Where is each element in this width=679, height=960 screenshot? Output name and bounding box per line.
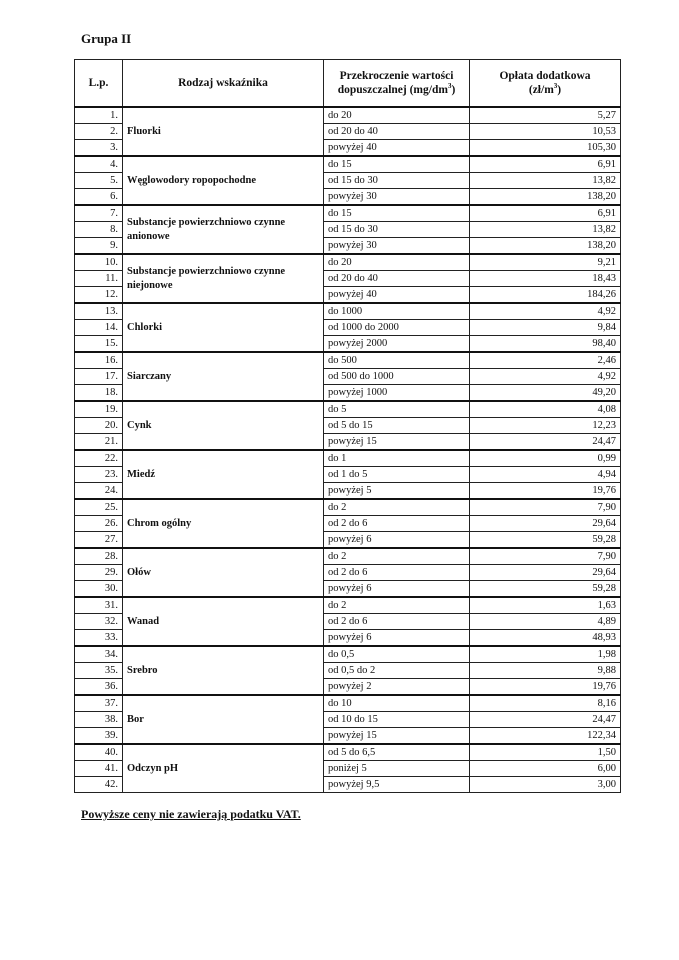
fee-value: 6,91 <box>470 205 621 222</box>
exceedance-range: powyżej 30 <box>324 238 470 255</box>
exceedance-range: od 2 do 6 <box>324 565 470 581</box>
fee-value: 184,26 <box>470 287 621 304</box>
fee-value: 1,50 <box>470 744 621 761</box>
fee-value: 4,92 <box>470 369 621 385</box>
exceedance-range: do 2 <box>324 499 470 516</box>
header-exceedance: Przekroczenie wartości dopuszczalnej $(mg/dm^3)$ <box>324 60 470 108</box>
fee-value: 10,53 <box>470 124 621 140</box>
indicator-name: Bor <box>123 695 324 744</box>
fee-value: 1,98 <box>470 646 621 663</box>
fee-value: 4,08 <box>470 401 621 418</box>
indicator-name: Odczyn pH <box>123 744 324 793</box>
row-number: 3. <box>75 140 123 157</box>
exceedance-range: powyżej 6 <box>324 532 470 549</box>
exceedance-range: od 2 do 6 <box>324 516 470 532</box>
indicator-name: Cynk <box>123 401 324 450</box>
fee-value: 9,88 <box>470 663 621 679</box>
row-number: 28. <box>75 548 123 565</box>
row-number: 9. <box>75 238 123 255</box>
exceedance-range: powyżej 6 <box>324 630 470 647</box>
row-number: 35. <box>75 663 123 679</box>
fee-value: 4,94 <box>470 467 621 483</box>
row-number: 37. <box>75 695 123 712</box>
header-lp: L.p. <box>75 60 123 108</box>
fee-value: 5,27 <box>470 107 621 124</box>
fee-value: 24,47 <box>470 434 621 451</box>
exceedance-range: od 5 do 15 <box>324 418 470 434</box>
exceedance-range: do 5 <box>324 401 470 418</box>
indicator-name: Substancje powierzchniowo czynne anionowe <box>123 205 324 254</box>
row-number: 19. <box>75 401 123 418</box>
exceedance-range: do 20 <box>324 107 470 124</box>
fee-value: 13,82 <box>470 173 621 189</box>
exceedance-range: od 5 do 6,5 <box>324 744 470 761</box>
row-number: 6. <box>75 189 123 206</box>
row-number: 4. <box>75 156 123 173</box>
row-number: 12. <box>75 287 123 304</box>
row-number: 25. <box>75 499 123 516</box>
row-number: 24. <box>75 483 123 500</box>
table-row <box>75 107 621 124</box>
header-fee: Opłata dodatkowa $(zł/m^3)$ <box>470 60 621 108</box>
table-row <box>75 352 621 369</box>
table-row <box>75 695 621 712</box>
row-number: 36. <box>75 679 123 696</box>
exceedance-range: od 1000 do 2000 <box>324 320 470 336</box>
row-number: 29. <box>75 565 123 581</box>
row-number: 42. <box>75 777 123 793</box>
fee-value: 6,00 <box>470 761 621 777</box>
row-number: 26. <box>75 516 123 532</box>
fee-table <box>74 59 621 793</box>
exceedance-range: powyżej 5 <box>324 483 470 500</box>
indicator-name: Ołów <box>123 548 324 597</box>
exceedance-range: od 500 do 1000 <box>324 369 470 385</box>
table-row <box>75 646 621 663</box>
row-number: 13. <box>75 303 123 320</box>
table-row <box>75 303 621 320</box>
exceedance-range: do 10 <box>324 695 470 712</box>
exceedance-range: do 15 <box>324 156 470 173</box>
row-number: 39. <box>75 728 123 745</box>
row-number: 10. <box>75 254 123 271</box>
page-title: Grupa II <box>81 31 132 46</box>
fee-value: 29,64 <box>470 565 621 581</box>
fee-value: 105,30 <box>470 140 621 157</box>
header-indicator: Rodzaj wskaźnika <box>123 60 324 108</box>
fee-value: 12,23 <box>470 418 621 434</box>
exceedance-range: od 15 do 30 <box>324 173 470 189</box>
row-number: 2. <box>75 124 123 140</box>
fee-value: 8,16 <box>470 695 621 712</box>
row-number: 8. <box>75 222 123 238</box>
exceedance-range: do 15 <box>324 205 470 222</box>
fee-value: 9,21 <box>470 254 621 271</box>
exceedance-range: powyżej 9,5 <box>324 777 470 793</box>
row-number: 34. <box>75 646 123 663</box>
fee-value: 19,76 <box>470 679 621 696</box>
row-number: 40. <box>75 744 123 761</box>
row-number: 17. <box>75 369 123 385</box>
exceedance-range: poniżej 5 <box>324 761 470 777</box>
row-number: 41. <box>75 761 123 777</box>
fee-value: 138,20 <box>470 238 621 255</box>
exceedance-range: od 1 do 5 <box>324 467 470 483</box>
fee-value: 7,90 <box>470 499 621 516</box>
row-number: 14. <box>75 320 123 336</box>
table-row <box>75 205 621 222</box>
exceedance-range: do 1 <box>324 450 470 467</box>
indicator-name: Chlorki <box>123 303 324 352</box>
fee-value: 6,91 <box>470 156 621 173</box>
exceedance-range: do 2 <box>324 597 470 614</box>
exceedance-range: powyżej 40 <box>324 140 470 157</box>
fee-value: 4,89 <box>470 614 621 630</box>
fee-value: 122,34 <box>470 728 621 745</box>
row-number: 22. <box>75 450 123 467</box>
fee-value: 4,92 <box>470 303 621 320</box>
fee-value: 24,47 <box>470 712 621 728</box>
table-row <box>75 499 621 516</box>
table-row <box>75 401 621 418</box>
fee-value: 48,93 <box>470 630 621 647</box>
table-row <box>75 597 621 614</box>
exceedance-range: od 10 do 15 <box>324 712 470 728</box>
indicator-name: Chrom ogólny <box>123 499 324 548</box>
exceedance-range: od 15 do 30 <box>324 222 470 238</box>
fee-value: 13,82 <box>470 222 621 238</box>
indicator-name: Wanad <box>123 597 324 646</box>
exceedance-range: do 500 <box>324 352 470 369</box>
table-row <box>75 450 621 467</box>
fee-value: 98,40 <box>470 336 621 353</box>
fee-value: 2,46 <box>470 352 621 369</box>
fee-value: 1,63 <box>470 597 621 614</box>
indicator-name: Miedź <box>123 450 324 499</box>
exceedance-range: powyżej 2000 <box>324 336 470 353</box>
row-number: 20. <box>75 418 123 434</box>
table-row <box>75 156 621 173</box>
fee-value: 19,76 <box>470 483 621 500</box>
row-number: 11. <box>75 271 123 287</box>
exceedance-range: od 2 do 6 <box>324 614 470 630</box>
exceedance-range: do 1000 <box>324 303 470 320</box>
row-number: 15. <box>75 336 123 353</box>
exceedance-range: do 0,5 <box>324 646 470 663</box>
exceedance-range: powyżej 6 <box>324 581 470 598</box>
row-number: 16. <box>75 352 123 369</box>
table-row <box>75 744 621 761</box>
table-header <box>75 60 621 108</box>
row-number: 38. <box>75 712 123 728</box>
fee-value: 9,84 <box>470 320 621 336</box>
table-row <box>75 548 621 565</box>
row-number: 31. <box>75 597 123 614</box>
row-number: 5. <box>75 173 123 189</box>
row-number: 23. <box>75 467 123 483</box>
row-number: 27. <box>75 532 123 549</box>
fee-value: 18,43 <box>470 271 621 287</box>
exceedance-range: powyżej 2 <box>324 679 470 696</box>
indicator-name: Srebro <box>123 646 324 695</box>
exceedance-range: do 2 <box>324 548 470 565</box>
indicator-name: Fluorki <box>123 107 324 156</box>
exceedance-range: powyżej 15 <box>324 434 470 451</box>
exceedance-range: do 20 <box>324 254 470 271</box>
row-number: 1. <box>75 107 123 124</box>
table-row <box>75 254 621 271</box>
row-number: 30. <box>75 581 123 598</box>
row-number: 21. <box>75 434 123 451</box>
exceedance-range: powyżej 30 <box>324 189 470 206</box>
fee-value: 29,64 <box>470 516 621 532</box>
indicator-name: Siarczany <box>123 352 324 401</box>
vat-note: Powyższe ceny nie zawierają podatku VAT. <box>81 807 301 821</box>
fee-value: 7,90 <box>470 548 621 565</box>
fee-value: 49,20 <box>470 385 621 402</box>
exceedance-range: powyżej 1000 <box>324 385 470 402</box>
fee-value: 138,20 <box>470 189 621 206</box>
indicator-name: Substancje powierzchniowo czynne niejonowe <box>123 254 324 303</box>
exceedance-range: powyżej 15 <box>324 728 470 745</box>
fee-value: 59,28 <box>470 581 621 598</box>
exceedance-range: powyżej 40 <box>324 287 470 304</box>
row-number: 18. <box>75 385 123 402</box>
fee-value: 0,99 <box>470 450 621 467</box>
fee-value: 59,28 <box>470 532 621 549</box>
indicator-name: Węglowodory ropopochodne <box>123 156 324 205</box>
exceedance-range: od 20 do 40 <box>324 271 470 287</box>
exceedance-range: od 20 do 40 <box>324 124 470 140</box>
table-body <box>75 107 621 793</box>
fee-value: 3,00 <box>470 777 621 793</box>
row-number: 32. <box>75 614 123 630</box>
exceedance-range: od 0,5 do 2 <box>324 663 470 679</box>
row-number: 7. <box>75 205 123 222</box>
row-number: 33. <box>75 630 123 647</box>
